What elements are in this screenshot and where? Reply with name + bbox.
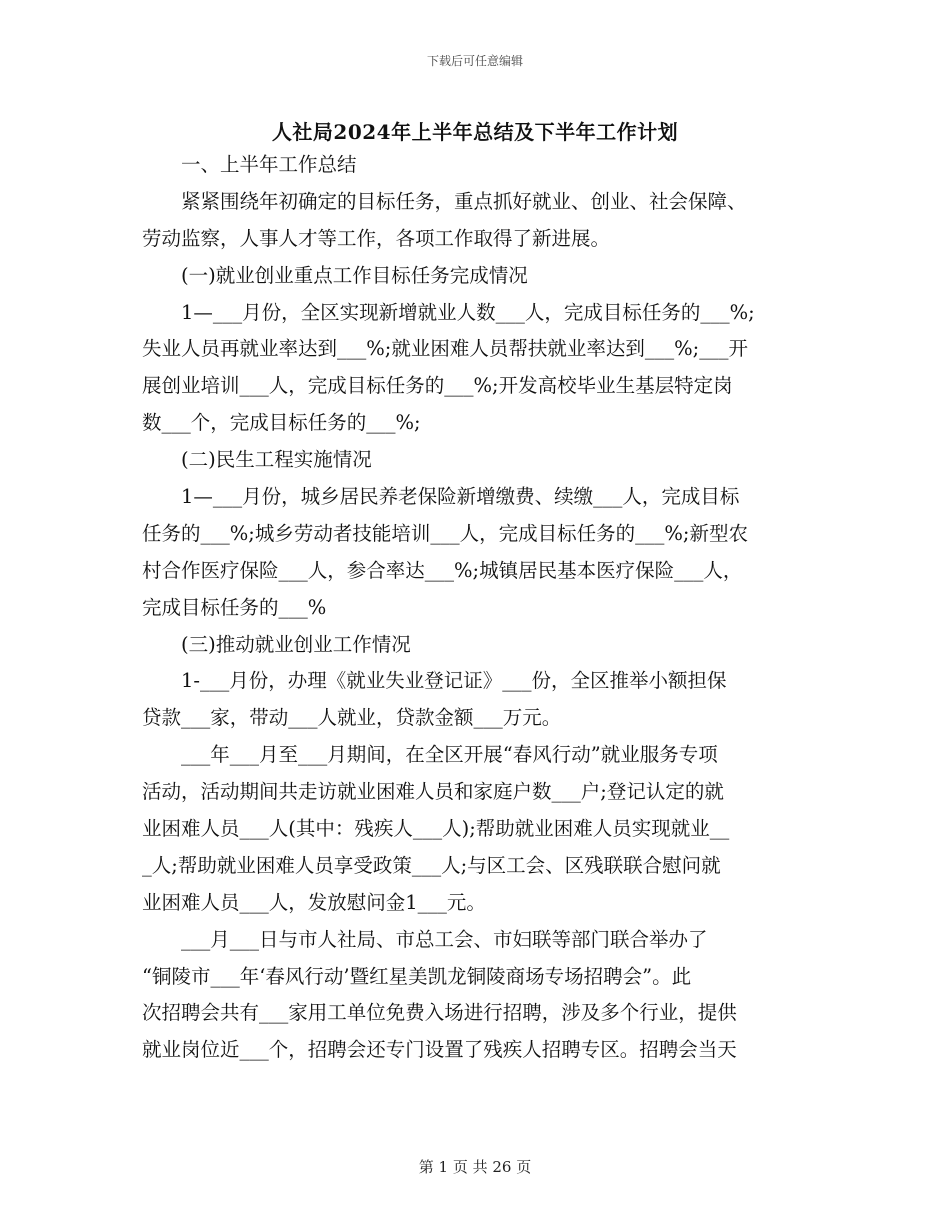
paragraph-line: ___年___月至___月期间，在全区开展“春风行动”就业服务专项 [142,743,718,767]
section-heading: 一、上半年工作总结 [142,153,357,176]
page-header-note: 下载后可任意编辑 [426,54,523,68]
paragraph-line: 任务的___%;城乡劳动者技能培训___人，完成目标任务的___%;新型农 [142,521,748,545]
document-body [142,147,810,1069]
paragraph-line: 活动，活动期间共走访就业困难人员和家庭户数___户;登记认定的就 [142,780,724,804]
paragraph-line: _人;帮助就业困难人员享受政策___人;与区工会、区残联联合慰问就 [142,853,721,877]
paragraph-line: 村合作医疗保险___人，参合率达___%;城镇居民基本医疗保险___人， [142,558,743,582]
paragraph-line: 贷款___家，带动___人就业，贷款金额___万元。 [142,706,562,730]
paragraph-line: 失业人员再就业率达到___%;就业困难人员帮扶就业率达到___%;___开 [142,337,748,361]
subsection-heading: (三)推动就业创业工作情况 [142,632,411,656]
subsection-heading: (二)民生工程实施情况 [142,448,372,472]
paragraph-line: 数___个，完成目标任务的___%; [142,411,421,435]
paragraph-line: 1-___月份，办理《就业失业登记证》___份，全区推举小额担保 [142,669,727,693]
paragraph-line: 1—___月份，全区实现新增就业人数___人，完成目标任务的___%; [142,300,755,324]
paragraph-line: “铜陵市___年‘春风行动’暨红星美凯龙铜陵商场专场招聘会”。此 [142,964,692,988]
paragraph-line: 就业岗位近___个，招聘会还专门设置了残疾人招聘专区。招聘会当天 [142,1038,737,1062]
paragraph-line: 劳动监察，人事人才等工作，各项工作取得了新进展。 [142,226,611,250]
subsection-heading: (一)就业创业重点工作目标任务完成情况 [142,263,528,287]
page-number-footer: 第 1 页 共 26 页 [418,1158,532,1176]
paragraph-line: 紧紧围绕年初确定的目标任务，重点抓好就业、创业、社会保障、 [142,189,747,213]
paragraph-line: ___月___日与市人社局、市总工会、市妇联等部门联合举办了 [142,927,708,951]
paragraph-line: 1—___月份，城乡居民养老保险新增缴费、续缴___人，完成目标 [142,485,740,509]
paragraph-line: 业困难人员___人，发放慰问金1___元。 [142,890,486,914]
paragraph-line: 展创业培训___人，完成目标任务的___%;开发高校毕业生基层特定岗 [142,374,733,398]
paragraph-line: 次招聘会共有___家用工单位免费入场进行招聘，涉及多个行业，提供 [142,1001,737,1025]
paragraph-line: 完成目标任务的___% [142,595,327,619]
document-title: 人社局2024年上半年总结及下半年工作计划 [271,120,679,144]
paragraph-line: 业困难人员___人(其中：残疾人___人);帮助就业困难人员实现就业__ [142,817,730,841]
